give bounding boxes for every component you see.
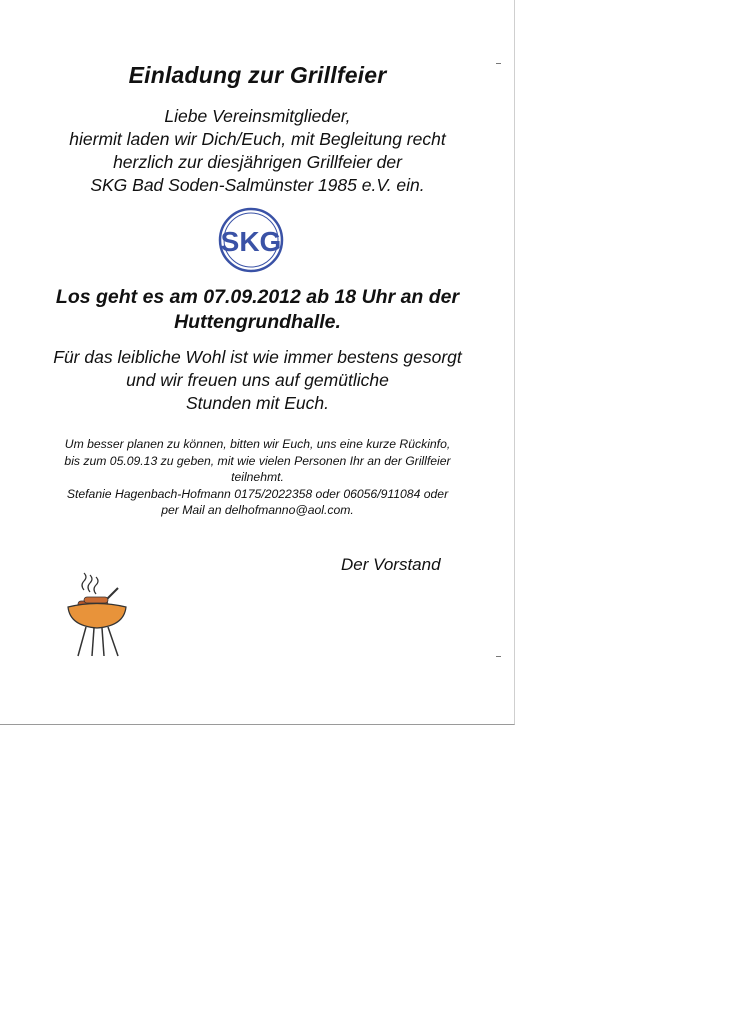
rsvp-contact-line: Stefanie Hagenbach-Hofmann 0175/2022358 oder 06056/911084 oder [66,486,449,501]
scan-mark [496,63,501,64]
invitation-sheet [0,0,515,725]
intro-line: SKG Bad Soden-Salmünster 1985 e.V. ein. [90,175,425,195]
food-line: Stunden mit Euch. [186,393,329,413]
intro-paragraph [0,105,515,197]
skg-logo [218,207,284,273]
intro-line: herzlich zur diesjährigen Grillfeier der [113,152,402,172]
food-line: und wir freuen uns auf gemütliche [126,370,389,390]
intro-line: Liebe Vereinsmitglieder, [164,106,351,126]
signature: Der Vorstand [341,555,441,574]
date-line: Los geht es am 07.09.2012 ab 18 Uhr an der [55,286,460,308]
rsvp-mail-line: per Mail an delhofmanno@aol.com. [161,503,354,517]
food-line: Für das leibliche Wohl ist wie immer bestens gesorgt [53,347,462,367]
food-paragraph [0,346,515,415]
invitation-title: Einladung zur Grillfeier [128,62,387,88]
rsvp-line: Um besser planen zu können, bitten wir Euch, uns eine kurze Rückinfo, [64,437,451,451]
rsvp-paragraph [0,436,515,519]
intro-line: hiermit laden wir Dich/Euch, mit Begleitung recht [69,129,446,149]
scan-mark [496,656,501,657]
rsvp-line: teilnehmt. [231,470,284,484]
skg-logo-text: SKG [220,226,282,257]
date-line: Huttengrundhalle. [174,311,341,333]
grill-icon [62,572,132,658]
rsvp-line: bis zum 05.09.13 zu geben, mit wie vielen Personen Ihr an der Grillfeier [64,453,451,468]
event-date-paragraph [0,285,515,335]
